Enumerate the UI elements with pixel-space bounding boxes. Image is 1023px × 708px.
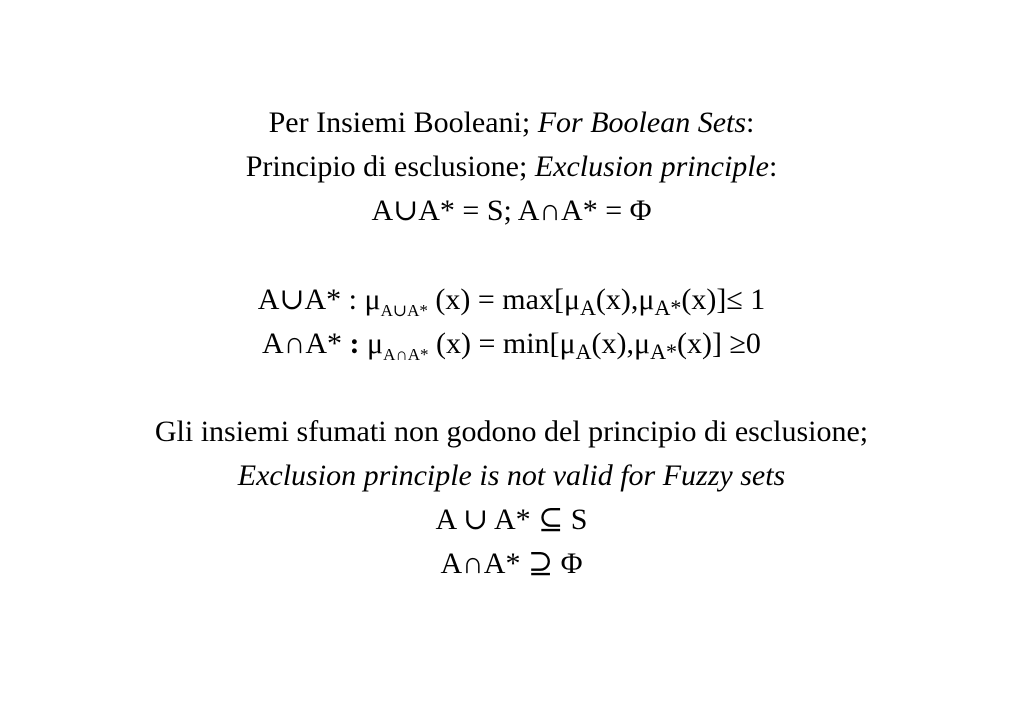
union-max-close: (x)]≤ 1	[681, 283, 766, 316]
fuzzy-intersection-relation: A∩A* ⊇ Φ	[440, 547, 583, 580]
intersection-membership-formula	[0, 326, 1023, 366]
boolean-sets-heading	[0, 105, 1023, 141]
union-mu-subscript: A∪A*	[380, 301, 428, 320]
union-lhs: A∪A* : μ	[257, 283, 381, 316]
boolean-sets-heading-it: Per Insiemi Booleani;	[268, 106, 538, 139]
intersection-mu-a-subscript: A	[575, 339, 592, 364]
intersection-mu: μ	[359, 327, 384, 360]
intersection-min-close: (x)] ≥0	[677, 327, 761, 360]
exclusion-principle-heading	[0, 149, 1023, 185]
intersection-mu-astar-subscript: A*	[650, 339, 677, 364]
intersection-min-open: (x) = min[μ	[428, 327, 576, 360]
intersection-mu-subscript: A∩A*	[383, 345, 429, 364]
intersection-colon: :	[349, 327, 360, 360]
fuzzy-sets-statement-it: Gli insiemi sfumati non godono del principio di esclusione;	[154, 415, 869, 448]
boolean-identities: A∪A* = S; A∩A* = Φ	[371, 194, 652, 227]
boolean-sets-heading-colon: :	[746, 106, 755, 139]
exclusion-principle-heading-it: Principio di esclusione;	[245, 150, 535, 183]
exclusion-principle-heading-colon: :	[768, 150, 778, 183]
exclusion-principle-heading-en: Exclusion principle	[534, 150, 769, 183]
fuzzy-sets-statement-en: Exclusion principle is not valid for Fuzzy sets	[237, 459, 786, 492]
fuzzy-union-relation: A ∪ A* ⊆ S	[435, 503, 588, 536]
union-max-middle: (x),μ	[595, 283, 655, 316]
intersection-lhs: A∩A*	[262, 327, 350, 360]
union-mu-a-subscript: A	[580, 295, 596, 320]
boolean-sets-heading-en: For Boolean Sets	[537, 106, 747, 139]
union-mu-astar-subscript: A*	[654, 295, 682, 320]
union-membership-formula	[0, 282, 1023, 322]
union-max-open: (x) = max[μ	[427, 283, 581, 316]
intersection-min-middle: (x),μ	[591, 327, 651, 360]
